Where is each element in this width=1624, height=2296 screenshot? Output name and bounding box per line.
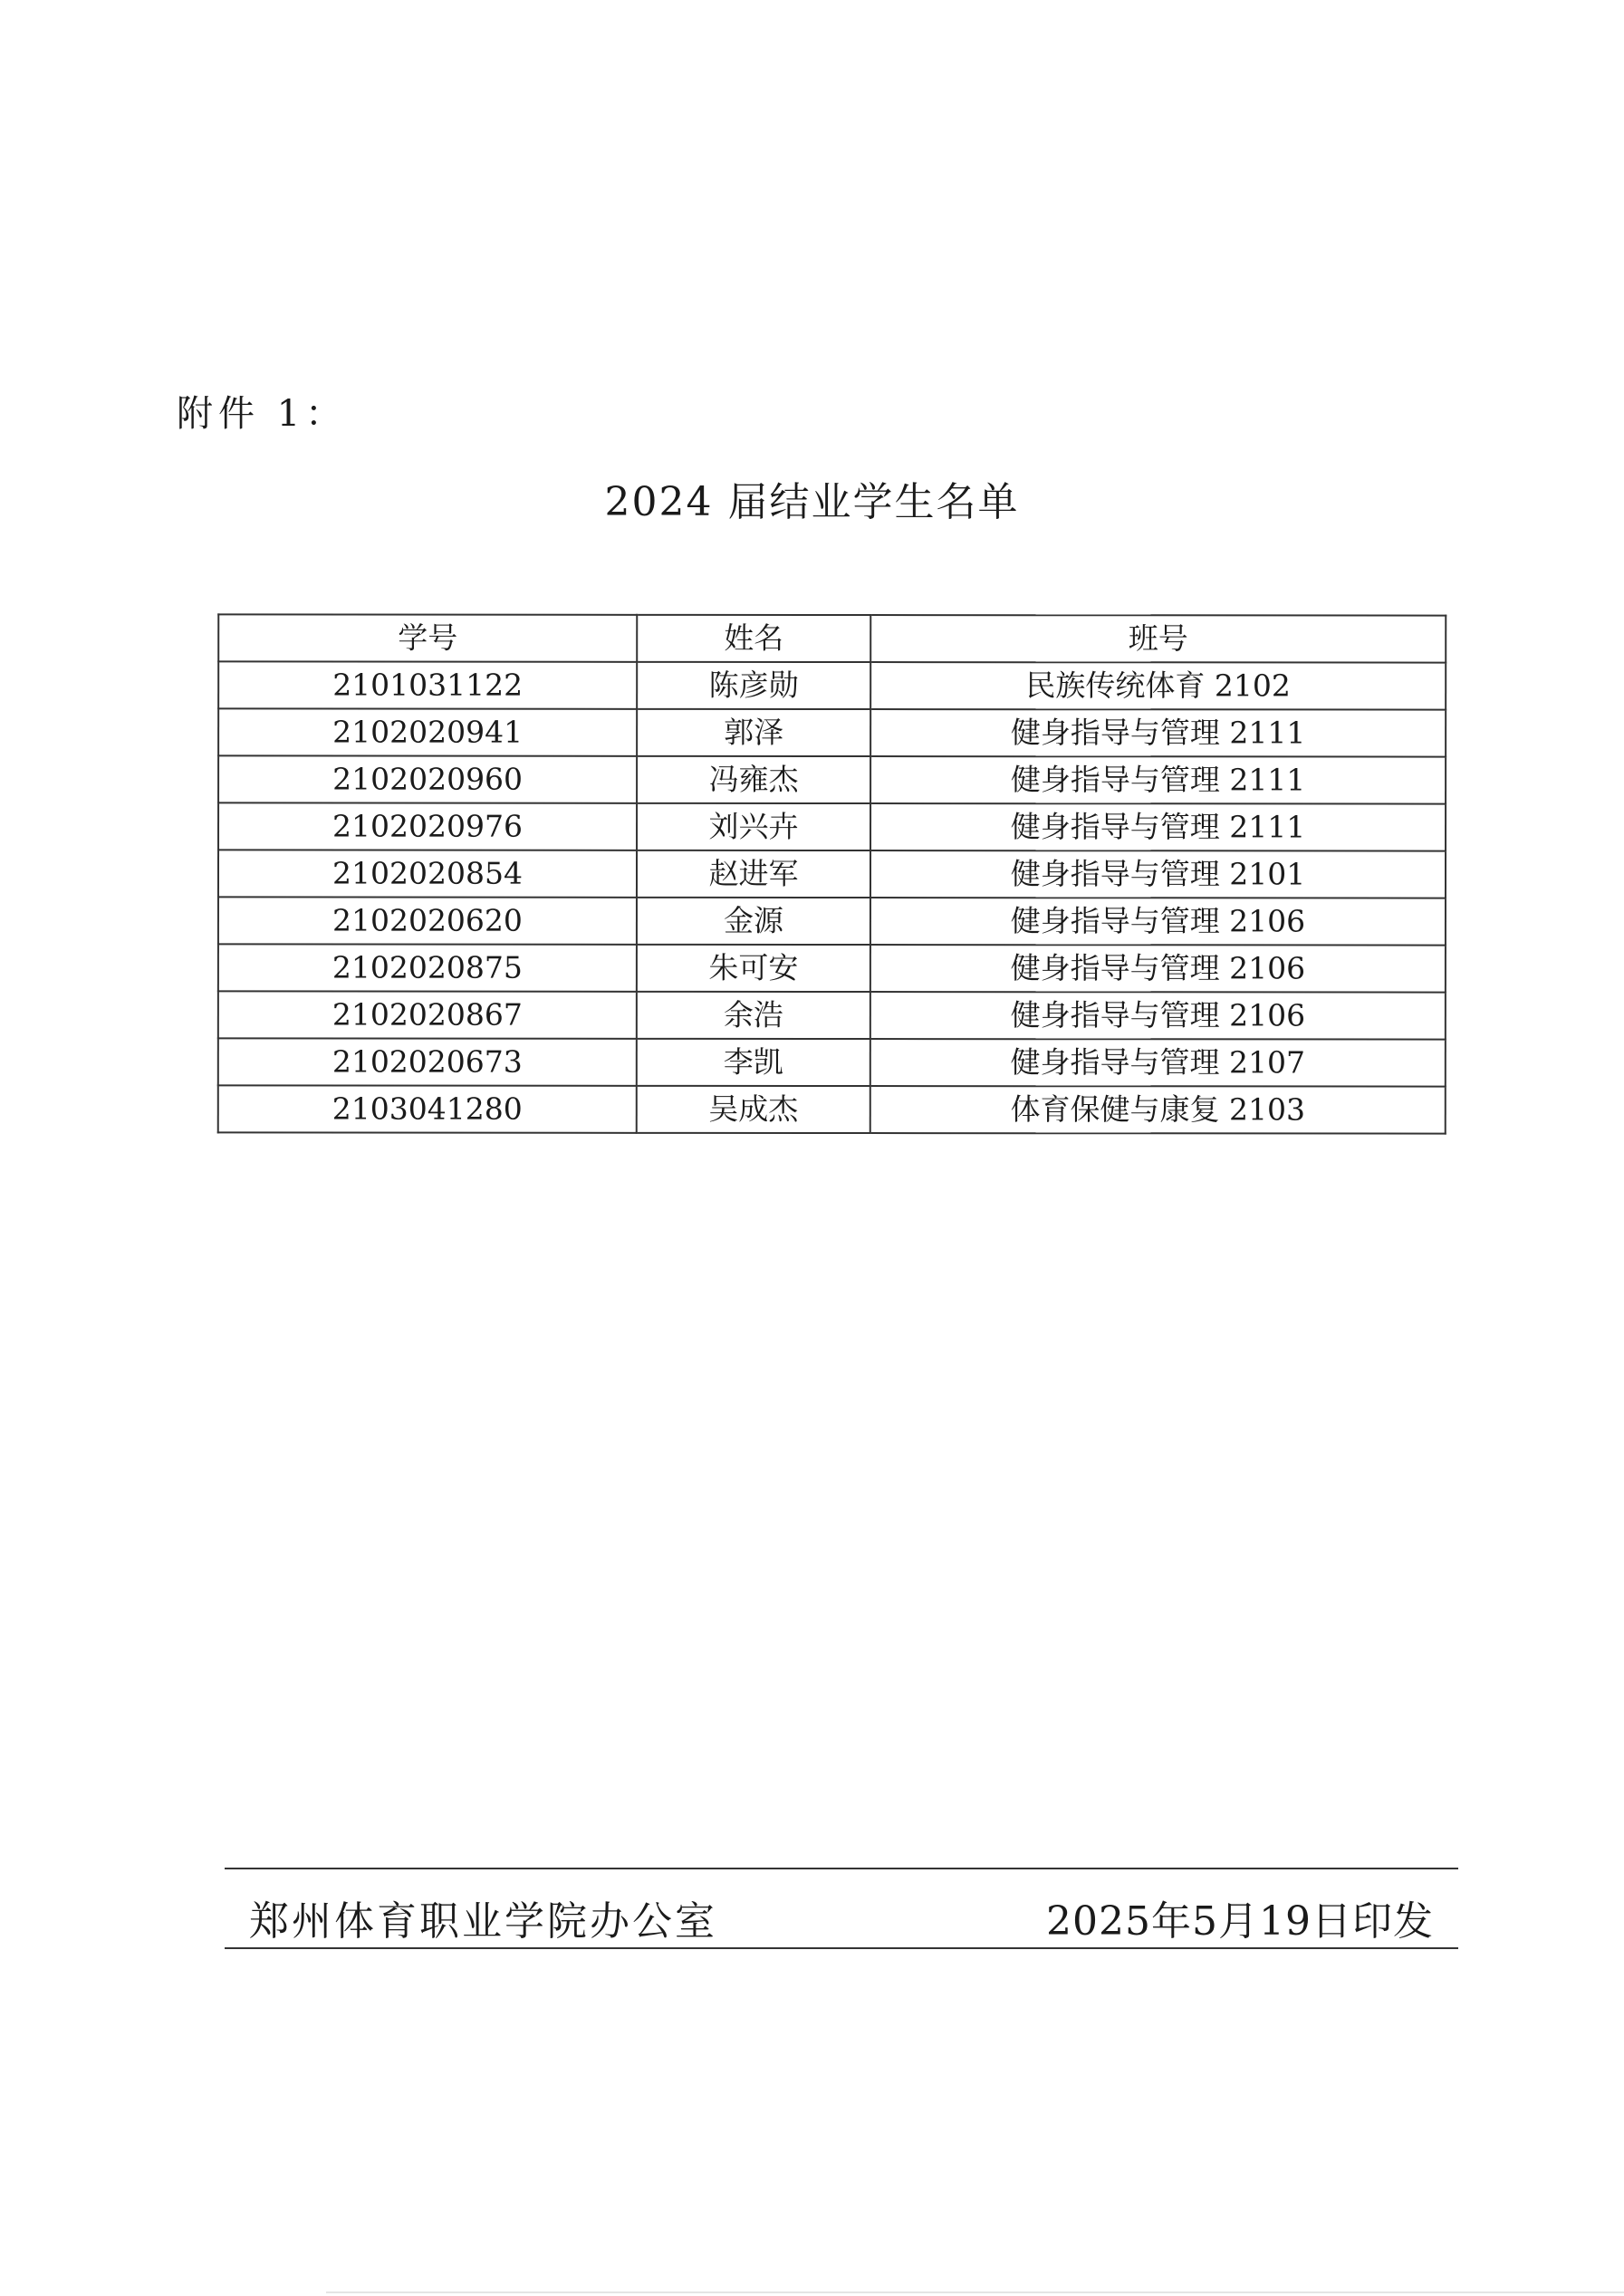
table-row xyxy=(218,661,1446,709)
student-name-cell: 余浩 xyxy=(637,992,870,1039)
table-header-row xyxy=(218,614,1446,662)
student-id-cell: 2102020941 xyxy=(218,708,637,755)
student-id-cell: 2102020976 xyxy=(218,802,637,850)
student-id-cell: 2102020620 xyxy=(218,897,637,944)
class-cell: 民族传统体育 2102 xyxy=(870,662,1446,710)
footer-bottom-rule xyxy=(225,1947,1458,1949)
class-cell: 健身指导与管理 2106 xyxy=(870,992,1446,1040)
class-cell: 健身指导与管理 2111 xyxy=(870,803,1446,851)
student-id-cell: 2102020854 xyxy=(218,850,637,897)
class-cell: 健身指导与管理 2106 xyxy=(870,898,1446,946)
table-row xyxy=(218,897,1446,945)
student-name-cell: 郭泽 xyxy=(637,709,870,756)
attachment-label: 附件 1： xyxy=(177,393,348,435)
student-id-cell: 2103041280 xyxy=(218,1085,637,1132)
student-name-cell: 陈彦勋 xyxy=(637,662,870,709)
table-row xyxy=(218,991,1446,1039)
table-row xyxy=(218,802,1446,850)
student-name-cell: 李凯 xyxy=(637,1039,870,1086)
student-id-cell: 2102020875 xyxy=(218,944,637,991)
class-cell: 健身指导与管理 2111 xyxy=(870,756,1446,804)
student-id-cell: 2102020867 xyxy=(218,991,637,1038)
table-row xyxy=(218,708,1446,756)
table-row xyxy=(218,850,1446,898)
header-class: 班号 xyxy=(870,615,1446,663)
class-cell: 健身指导与管理 2106 xyxy=(870,945,1446,993)
header-name: 姓名 xyxy=(637,615,870,662)
student-name-cell: 赵进军 xyxy=(637,850,870,898)
class-cell: 体育保健与康复 2103 xyxy=(870,1086,1446,1134)
student-id-cell: 2101031122 xyxy=(218,661,637,708)
issuing-office: 郑州体育职业学院办公室 xyxy=(249,1898,717,1945)
table-row xyxy=(218,1085,1446,1133)
table-row xyxy=(218,755,1446,803)
scan-edge-line xyxy=(326,2291,1624,2293)
student-name-cell: 冯雍杰 xyxy=(637,756,870,803)
student-name-cell: 刘兴卉 xyxy=(637,803,870,850)
class-cell: 健身指导与管理 2107 xyxy=(870,1039,1446,1087)
document-title: 2024 届结业学生名单 xyxy=(604,479,1020,525)
issue-date: 2025年5月19日印发 xyxy=(1046,1898,1434,1945)
footer-top-rule xyxy=(225,1868,1458,1869)
table-row xyxy=(218,1038,1446,1086)
class-cell: 健身指导与管理 2111 xyxy=(870,709,1446,757)
student-name-cell: 朱可安 xyxy=(637,945,870,992)
student-id-cell: 2102020673 xyxy=(218,1038,637,1085)
student-name-cell: 吴成杰 xyxy=(637,1086,870,1133)
class-cell: 健身指导与管理 2101 xyxy=(870,850,1446,898)
student-list-table xyxy=(217,613,1447,1134)
header-student-id: 学号 xyxy=(218,614,637,661)
student-id-cell: 2102020960 xyxy=(218,755,637,802)
student-name-cell: 金源 xyxy=(637,898,870,945)
table-row xyxy=(218,944,1446,992)
